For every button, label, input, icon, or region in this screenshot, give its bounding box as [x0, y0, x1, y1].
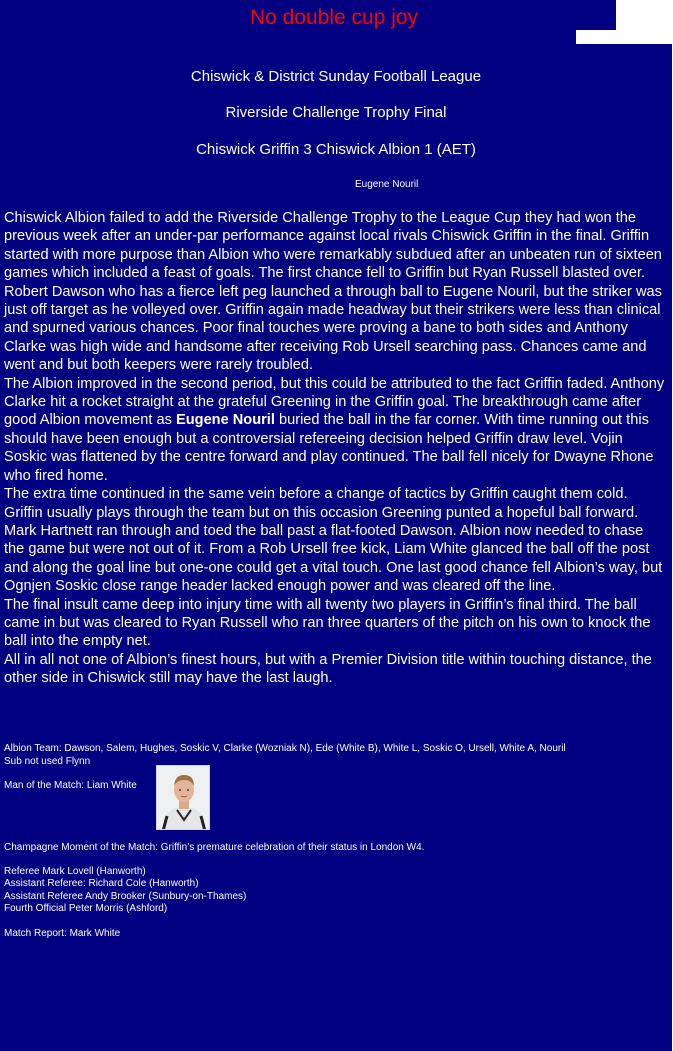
report-paragraph: The extra time continued in the same vein before a change of tactics by Griffin caught them cold. Griffin usually plays through the team but on this occasion Greening punted a hopeful ball forward. Mark Hartnett ran through and toed the ball past a flat-footed Dawson. Albion now needed to chase the game but were not out of it. From a Rob Ursell free kick, Liam White glanced the ball off the post and along the goal line but one-one could get a vital touch. One last good chance fell Albion’s way, but Ognjen Soskic close range header lacked enough power and was cleared off the line.: [4, 486, 663, 595]
unused-sub: Sub not used Flynn: [4, 756, 91, 767]
match-result: Chiswick Griffin 3 Chiswick Albion 1 (AET): [196, 141, 476, 158]
report-text: buried the ball in the far corner. With time running out this should have been enough but a controversial refereeing decision helped Griffin draw level. Vojin Soskic was flattened by the centre forward and play continued. The ball fell nicely for Dwayne Rhone who fired home.: [4, 412, 654, 484]
competition-name: Riverside Challenge Trophy Final: [225, 104, 447, 121]
team-lineup: Albion Team: Dawson, Salem, Hughes, Soskic V, Clarke (Wozniak N), Ede (White B), White L, Soskic O, Ursell, White A, Nouril: [4, 743, 566, 754]
assistant-referee-2: Assistant Referee Andy Brooker (Sunbury-on-Thames): [4, 891, 247, 902]
match-report: [4, 209, 666, 688]
corner-notch-step: [576, 30, 673, 44]
report-paragraph: Chiswick Albion failed to add the Riverside Challenge Trophy to the League Cup they had won the previous week after an under-par performance against local rivals Chiswick Griffin in the final. Griffin started with more purpose than Albion who were remarkably subdued after an unbeaten run of sixteen games which included a feast of goals. The first chance fell to Griffin but Ryan Russell blasted over. Robert Dawson who has a fierce left peg launched a through ball to Eugene Nouril, but the striker was just off target as he volleyed over. Griffin again made headway but their strikers were less than clinical and spurned various chances. Poor final touches were proving a bane to both sides and Anthony Clarke was high wide and handsome after receiving Rob Ursell searching pass. Chances came and went and but both keepers were rarely troubled.: [4, 210, 662, 374]
champagne-moment: Champagne Moment of the Match: Griffin’s premature celebration of their status in London W4.: [4, 842, 425, 853]
goal-scorer: Eugene Nouril: [355, 179, 419, 190]
highlighted-player: Eugene Nouril: [176, 412, 275, 429]
referee: Referee Mark Lovell (Hanworth): [4, 866, 146, 877]
report-text: The Albion improved in the second period, but this could be attributed to the fact Griffin faded. Anthony Clarke hit a rocket straight at the grateful Greening in the Griffin goal. The breakthrough came after good Albion movement as: [4, 375, 665, 429]
man-of-the-match: Man of the Match: Liam White: [4, 780, 137, 791]
man-of-the-match-photo: [156, 765, 210, 830]
assistant-referee-1: Assistant Referee: Richard Cole (Hanworth): [4, 878, 199, 889]
report-paragraph: All in all not one of Albion’s finest hours, but with a Premier Division title within touching distance, the other side in Chiswick still may have the last laugh.: [4, 651, 652, 687]
report-author: Match Report: Mark White: [4, 928, 121, 939]
fourth-official: Fourth Official Peter Morris (Ashford): [4, 903, 168, 914]
page-title: No double cup joy: [249, 6, 419, 29]
league-name: Chiswick & District Sunday Football League: [190, 68, 482, 85]
report-paragraph: [4, 375, 666, 485]
report-paragraph: The final insult came deep into injury time with all twenty two players in Griffin’s final third. The ball came in but was cleared to Ryan Russell who ran three quarters of the pitch on his own to knock the ball into the empty net.: [4, 596, 651, 650]
